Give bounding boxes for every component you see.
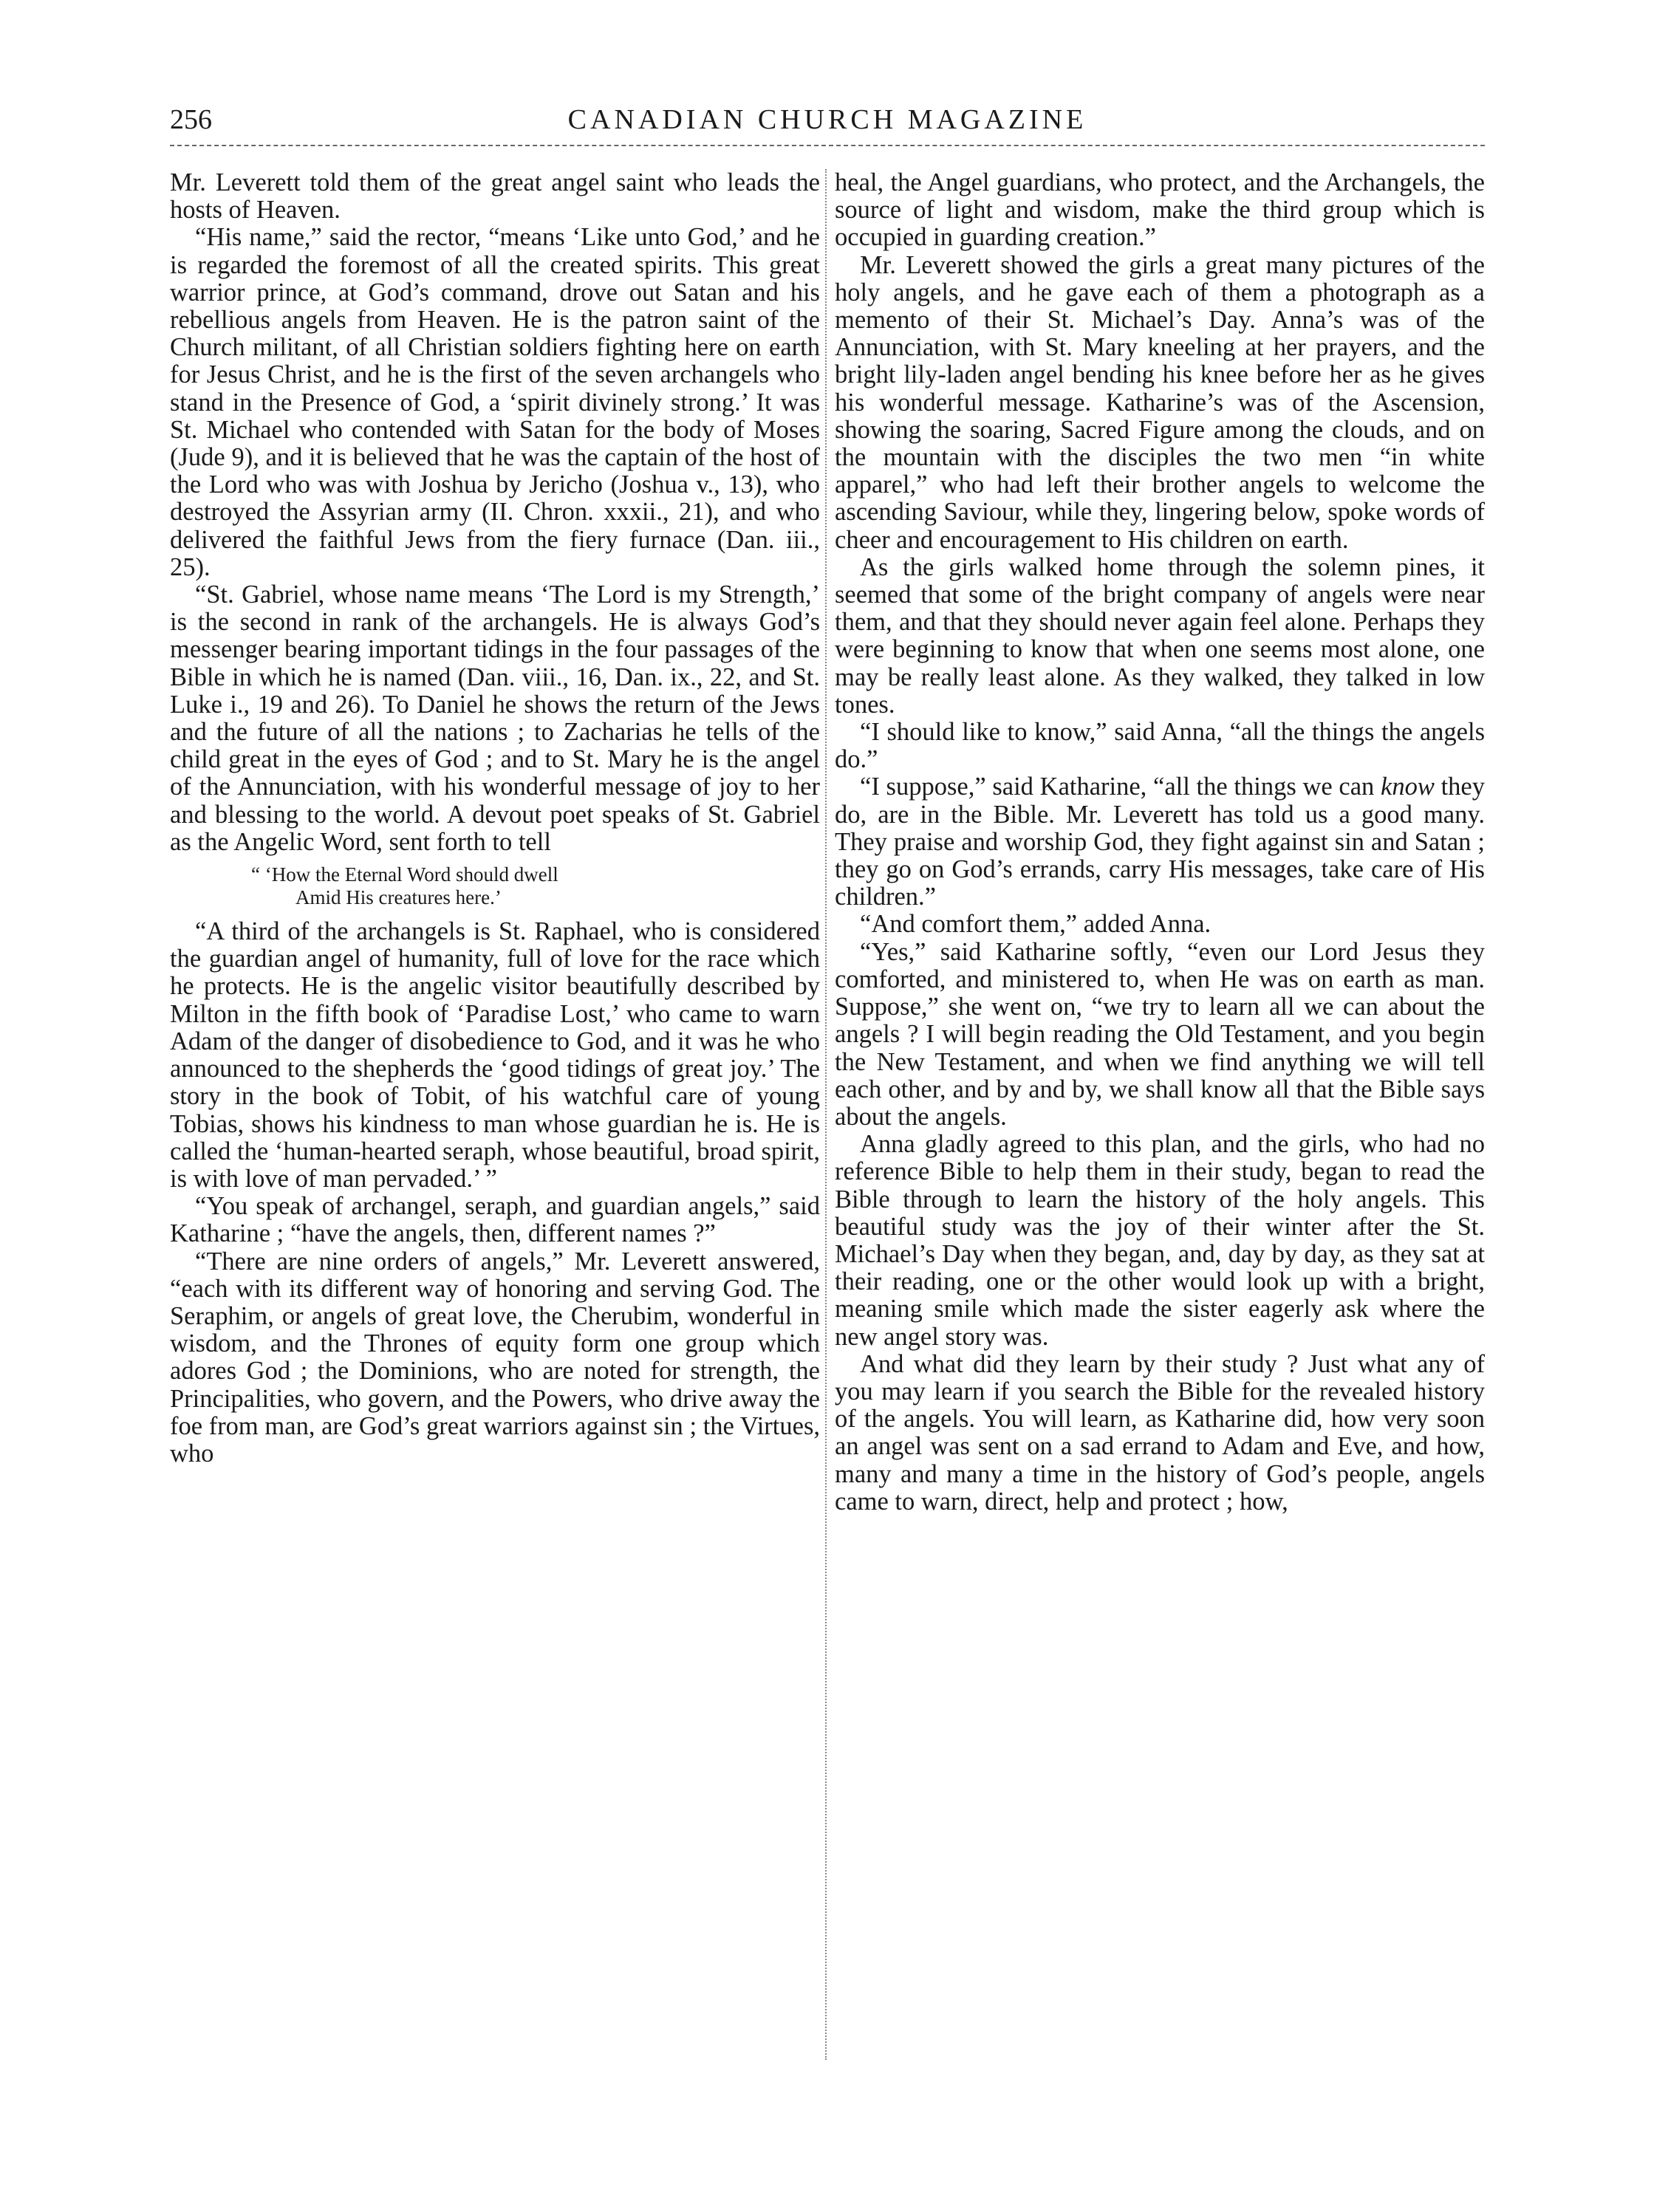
- right-column: [835, 169, 1485, 1516]
- left-column: [170, 169, 820, 1468]
- italic-word: know: [1381, 773, 1435, 801]
- paragraph: “A third of the archangels is St. Raphael, who is considered the guardian angel of humanity, full of love for the race which he protects. He is the angelic visitor beautifully described by Milton in the fifth book of ‘Paradise Lost,’ who came to warn Adam of the danger of disobedience to God, and it was he who announced to the shepherds the ‘good tidings of great joy.’ The story in the book of Tobit, of his watchful care of young Tobias, shows his kindness to man whose guardian he is. He is called the ‘human-hearted seraph, whose beautiful, broad spirit, is with love of man pervaded.’ ”: [170, 917, 820, 1193]
- text-run: “I suppose,” said Katharine, “all the things we can: [860, 773, 1381, 801]
- paragraph: Anna gladly agreed to this plan, and the girls, who had no reference Bible to help them in their study, began to read the Bible through to learn the history of the holy angels. This beautiful study was the joy of their winter after the St. Michael’s Day when they began, and, day by day, as they sat at their reading, one or the other would look up with a bright, meaning smile which made the sister eagerly ask where the new angel story was.: [835, 1130, 1485, 1351]
- paragraph: “And comfort them,” added Anna.: [860, 910, 1212, 939]
- running-title: CANADIAN CHURCH MAGAZINE: [567, 104, 1087, 135]
- paragraph: “Yes,” said Katharine softly, “even our Lord Jesus they comforted, and ministered to, when He was on earth as man. Suppose,” she went on, “we try to learn all we can about the angels ? I will begin reading the Old Testament, and you begin the New Testament, and when we find anything we will tell each other, and by and by, we shall know all that the Bible says about the angels.: [835, 937, 1485, 1131]
- paragraph: As the girls walked home through the solemn pines, it seemed that some of the bright company of angels were near them, and that they should never again feel alone. Perhaps they were beginning to know that when one seems most alone, one may be really least alone. As they walked, they talked in low tones.: [835, 552, 1485, 719]
- paragraph: Mr. Leverett told them of the great angel saint who leads the hosts of Heaven.: [170, 168, 820, 225]
- paragraph: And what did they learn by their study ? Just what any of you may learn if you search the Bible for the revealed history of the angels. You will learn, as Katharine did, how very soon an angel was sent on a sad errand to Adam and Eve, and how, many and many a time in the history of God’s people, angels came to warn, direct, help and protect ; how,: [835, 1349, 1485, 1516]
- paragraph: “St. Gabriel, whose name means ‘The Lord is my Strength,’ is the second in rank of the archangels. He is always God’s messenger bearing important tidings in the four passages of the Bible in which he is named (Dan. viii., 16, Dan. ix., 22, and St. Luke i., 19 and 26). To Daniel he shows the return of the Jews and the future of all the nations ; to Zacharias he tells of the child great in the eyes of God ; and to St. Mary he is the angel of the Annunciation, with his wonderful message of joy to her and blessing to the world. A devout poet speaks of St. Gabriel as the Angelic Word, sent forth to tell: [170, 581, 820, 856]
- verse-line: “ ‘How the Eternal Word should dwell: [251, 863, 558, 886]
- paragraph: [835, 773, 1485, 911]
- page-header: [170, 103, 1485, 148]
- header-rule: [170, 145, 1485, 146]
- column-divider: [825, 169, 827, 2060]
- page-number: 256: [170, 104, 212, 135]
- paragraph: Mr. Leverett showed the girls a great many pictures of the holy angels, and he gave each of them a photograph as a memento of their St. Michael’s Day. Anna’s was of the Annunciation, with St. Mary kneeling at her prayers, and the bright lily-laden angel bending his knee before her as he gives his wonderful message. Katharine’s was of the Ascension, showing the soaring, Sacred Figure among the clouds, and on the mountain with the disciples the two men “in white apparel,” who had left their brother angels to welcome the ascending Saviour, while they, lingering below, spoke words of cheer and encouragement to His children on earth.: [835, 250, 1485, 554]
- paragraph: “You speak of archangel, seraph, and guardian angels,” said Katharine ; “have the angels, then, different names ?”: [170, 1192, 820, 1248]
- paragraph: “His name,” said the rector, “means ‘Like unto God,’ and he is regarded the foremost of all the created spirits. This great warrior prince, at God’s command, drove out Satan and his rebellious angels from Heaven. He is the patron saint of the Church militant, of all Christian soldiers fighting here on earth for Jesus Christ, and he is the first of the seven archangels who stand in the Presence of God, a ‘spirit divinely strong.’ It was St. Michael who contended with Satan for the body of Moses (Jude 9), and it is believed that he was the captain of the host of the Lord who was with Joshua by Jericho (Joshua v., 13), who destroyed the Assyrian army (II. Chron. xxxii., 21), and who delivered the faithful Jews from the fiery furnace (Dan. iii., 25).: [170, 223, 820, 581]
- verse-line: Amid His creatures here.’: [295, 886, 502, 909]
- paragraph: heal, the Angel guardians, who protect, and the Archangels, the source of light and wisdom, make the third group which is occupied in guarding creation.”: [835, 168, 1485, 252]
- verse-quote: [170, 863, 820, 909]
- text-run: they do, are in the Bible. Mr. Leverett has told us a good many. They praise and worship God, they fight against sin and Satan ; they go on God’s errands, carry His messages, take care of His children.”: [835, 773, 1485, 911]
- paragraph: “I should like to know,” said Anna, “all the things the angels do.”: [835, 718, 1485, 774]
- paragraph: “There are nine orders of angels,” Mr. Leverett answered, “each with its different way of honoring and serving God. The Seraphim, or angels of great love, the Cherubim, wonderful in wisdom, and the Thrones of equity form one group which adores God ; the Dominions, who are noted for strength, the Principalities, who govern, and the Powers, who drive away the foe from man, are God’s great warriors against sin ; the Virtues, who: [170, 1247, 820, 1468]
